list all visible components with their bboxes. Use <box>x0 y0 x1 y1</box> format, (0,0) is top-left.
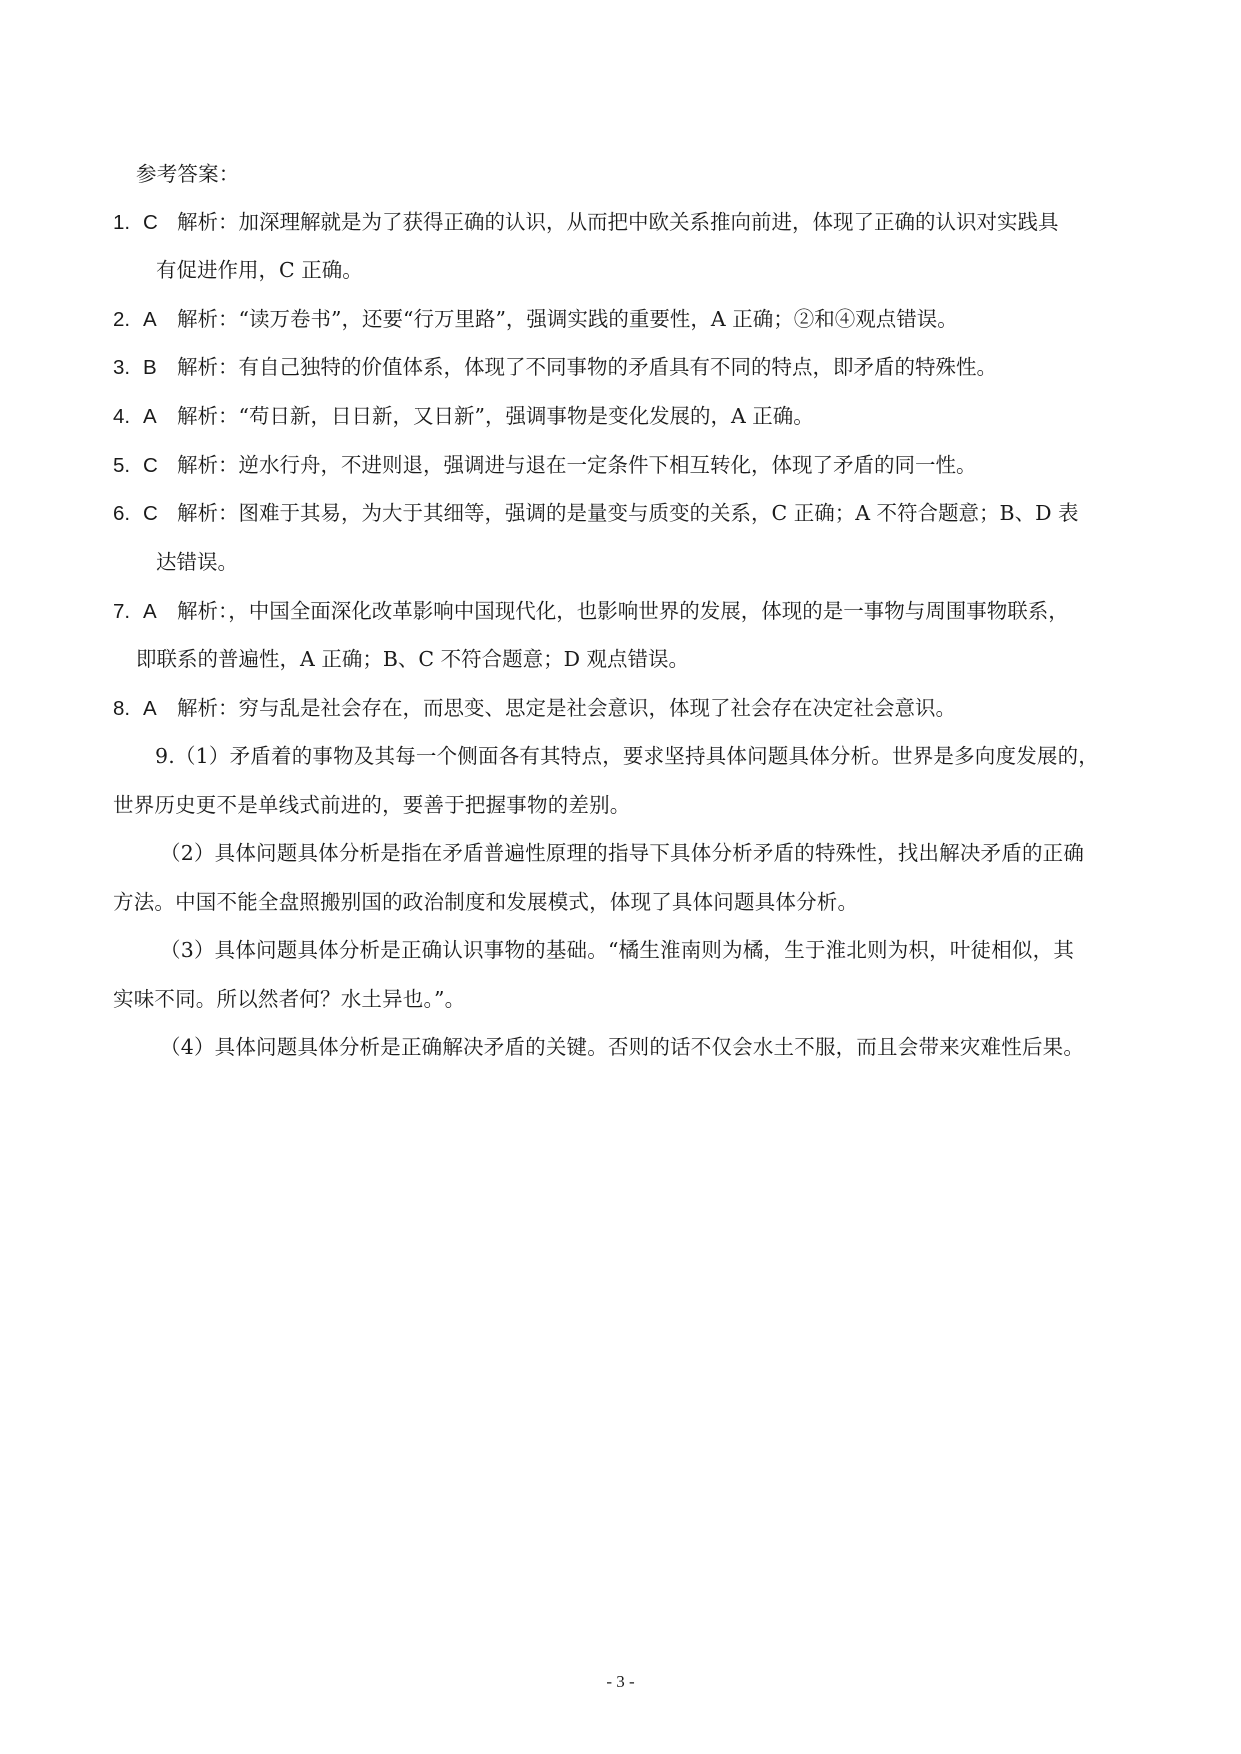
answer-9-part-3-line-1: （3）具体问题具体分析是正确认识事物的基础。“橘生淮南则为橘，生于淮北则为枳，叶徒相似，其 <box>160 938 1075 962</box>
answer-number: 8. <box>113 697 131 720</box>
answer-explanation: 解析：，中国全面深化改革影响中国现代化，也影响世界的发展，体现的是一事物与周围事物联系， <box>177 599 1069 623</box>
answer-9-part-2-line-2: 方法。中国不能全盘照搬别国的政治制度和发展模式，体现了具体问题具体分析。 <box>113 890 859 914</box>
answer-1 <box>113 207 1059 238</box>
answer-4 <box>113 401 814 432</box>
answer-5 <box>113 450 977 481</box>
page-number: - 3 - <box>606 1672 635 1691</box>
answer-2 <box>113 304 958 335</box>
answer-letter: A <box>143 308 157 331</box>
answer-explanation: 解析：“苟日新，日日新，又日新”，强调事物是变化发展的，A 正确。 <box>177 404 814 428</box>
answer-9-part-4-line-1: （4）具体问题具体分析是正确解决矛盾的关键。否则的话不仅会水土不服，而且会带来灾难性后果。 <box>160 1035 1085 1059</box>
answer-number: 3. <box>113 356 131 379</box>
answer-explanation: 解析：有自己独特的价值体系，体现了不同事物的矛盾具有不同的特点，即矛盾的特殊性。 <box>177 355 997 379</box>
answer-6-continuation: 达错误。 <box>156 550 238 574</box>
answer-8 <box>113 693 956 724</box>
answer-number: 6. <box>113 502 131 525</box>
answer-7 <box>113 596 1069 627</box>
answer-6 <box>113 498 1079 529</box>
answer-9-part-1-line-2: 世界历史更不是单线式前进的，要善于把握事物的差别。 <box>113 793 631 817</box>
answer-explanation: 解析：“读万卷书”，还要“行万里路”，强调实践的重要性，A 正确；②和④观点错误。 <box>177 307 958 331</box>
answer-letter: A <box>143 405 157 428</box>
answer-number: 2. <box>113 308 131 331</box>
answer-letter: C <box>143 502 158 525</box>
answer-number: 5. <box>113 454 131 477</box>
answer-9-part-3-line-2: 实味不同。所以然者何？水土异也。”。 <box>113 987 466 1011</box>
answers-heading: 参考答案： <box>136 162 240 186</box>
answer-number: 4. <box>113 405 131 428</box>
answer-1-continuation: 有促进作用，C 正确。 <box>156 258 363 282</box>
answer-explanation: 解析：加深理解就是为了获得正确的认识，从而把中欧关系推向前进，体现了正确的认识对实践具 <box>177 210 1059 234</box>
answer-9-part-1-line-1: 9.（1）矛盾着的事物及其每一个侧面各有其特点，要求坚持具体问题具体分析。世界是多向度发展的， <box>155 744 1099 768</box>
answer-letter: A <box>143 600 157 623</box>
answer-letter: C <box>143 454 158 477</box>
answer-explanation: 解析：图难于其易，为大于其细等，强调的是量变与质变的关系，C 正确；A 不符合题意；B、D 表 <box>177 501 1079 525</box>
answer-number: 7. <box>113 600 131 623</box>
answer-3 <box>113 352 997 383</box>
answer-explanation: 解析：穷与乱是社会存在，而思变、思定是社会意识，体现了社会存在决定社会意识。 <box>177 696 956 720</box>
answer-letter: A <box>143 697 157 720</box>
answer-letter: C <box>143 211 158 234</box>
answer-number: 1. <box>113 211 131 234</box>
answer-explanation: 解析：逆水行舟，不进则退，强调进与退在一定条件下相互转化，体现了矛盾的同一性。 <box>177 453 977 477</box>
answer-9-part-2-line-1: （2）具体问题具体分析是指在矛盾普遍性原理的指导下具体分析矛盾的特殊性，找出解决矛盾的正确 <box>160 841 1085 865</box>
answer-letter: B <box>143 356 157 379</box>
answer-7-continuation: 即联系的普遍性，A 正确；B、C 不符合题意；D 观点错误。 <box>136 647 690 671</box>
